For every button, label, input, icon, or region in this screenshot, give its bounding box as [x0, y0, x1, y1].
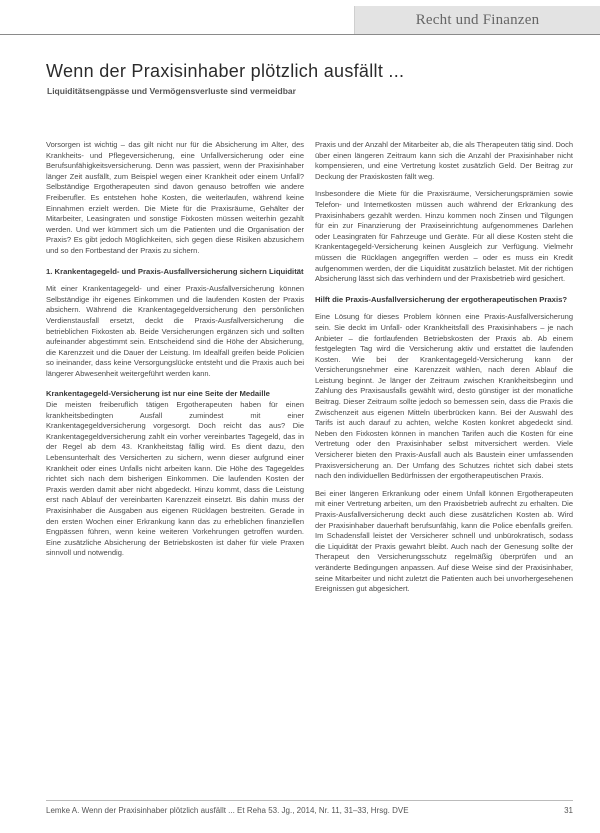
article-subtitle: Liquiditätsengpässe und Vermögensverluste sind vermeidbar: [47, 86, 296, 96]
body-paragraph: Insbesondere die Miete für die Praxisräume, Versicherungsprämien sowie Telefon- und Internetkosten müssen auch während der Erkrankung des Praxisinhabers gezahlt werden. Hinzu kommen noch Zinsen und Tilgungen für ein zur Finanzierung der Praxiseinrichtung aufgenommenes Darlehen oder Leasingraten für Fahrzeuge und Geräte. Für all diese Kosten steht die Krankentagegeld-Versicherung keinen Ausgleich zur Verfügung. Vielmehr müssen die Rücklagen angegriffen werden – oder es muss ein Kredit aufgenommen werden, der die Liquidität zusätzlich belastet. Mit der richtigen Absicherung lässt sich das verhindern und der Praxisbetrieb wird gesichert.: [315, 189, 573, 284]
page-number: 31: [564, 806, 573, 815]
right-column: [315, 140, 573, 595]
spacer: [46, 277, 304, 284]
body-paragraph: Bei einer längeren Erkrankung oder einem Unfall können Ergotherapeuten mit einer Vertretung arbeiten, um den Praxisbetrieb aufrecht zu erhalten. Die Praxis-Ausfallversicherung deckt auch diese zusätzlichen Kosten ab. Wird der Praxisinhaber dauerhaft berufsunfähig, kann die Police ebenfalls greifen. Im Schadensfall leistet der Versicherer schnell und unbürokratisch, sodass die Liquidität der Praxis gewahrt bleibt. Auch nach der Genesung sollte der Therapeut den Versicherungsschutz regelmäßig überprüfen und an veränderte Bedingungen anpassen. Auf diese Weise sind der Praxisinhaber, seine Mitarbeiter und nicht zuletzt die Patienten auch bei unvorhergesehenen Ereignissen gut abgesichert.: [315, 488, 573, 594]
page-header: [0, 0, 600, 34]
section-heading-1: 1. Krankentagegeld- und Praxis-Ausfallversicherung sichern Liquidität: [46, 266, 304, 276]
spacer: [315, 182, 573, 189]
body-paragraph: Die meisten freiberuflich tätigen Ergotherapeuten haben für einen krankheitsbedingten Ausfall zumindest mit einer Krankentagegeldversicherung vorgesorgt. Doch reicht das aus? Die Krankentagegeldversicherung zahlt ein vorher vereinbartes Tagegeld, das in der Regel ab dem 43. Krankheitstag fällig wird. Es dient dazu, den Lebensunterhalt des Versicherten zu sichern, wenn dieser aufgrund einer Krankheit oder eines Unfalls nicht arbeiten kann. Die Höhe des Tagegeldes richtet sich nach dem bisherigen Einkommen. Die laufenden Kosten der Praxis werden damit aber nicht abgedeckt. Hinzu kommt, dass die Leistung erst nach Ablauf der vereinbarten Karenzzeit einsetzt. Bis dahin muss der Praxisinhaber die Ausgaben aus eigenen Rücklagen bestreiten. Gerade in den ersten Wochen einer Erkrankung kann das zu erheblichen finanziellen Engpässen führen, wenn keine weiteren Vorkehrungen getroffen wurden. Eine zusätzliche Absicherung der Betriebskosten ist daher für viele Praxen sinnvoll und notwendig.: [46, 400, 304, 558]
section-heading-2: Krankentagegeld-Versicherung ist nur eine Seite der Medaille: [46, 389, 270, 399]
article-title: Wenn der Praxisinhaber plötzlich ausfällt ...: [46, 61, 405, 81]
body-paragraph: Eine Lösung für dieses Problem können eine Praxis-Ausfallversicherung sein. Sie deckt im Unfall- oder Krankheitsfall des Praxisinhabers – je nach Anbieter – die fortlaufenden Betriebskosten der Praxis ab. Ab einem festgelegten Tag wird die Versicherung aktiv und erstattet die laufenden Kosten. Wie bei der Krankentagegeld-Versicherung kann der Versicherungsnehmer eine Karenzzeit wählen, nach deren Ablauf die Leistung beginnt. Je länger der Zeitraum zwischen Krankheitsbeginn und Zahlung des Praxisausfalls gewählt wird, desto günstiger ist der monatliche Beitrag. Dieser Zeitraum sollte jedoch so bemessen sein, dass die Praxis die Zwischenzeit aus eigenen Mitteln überbrücken kann. Bei der Auswahl des Tarifs ist auch darauf zu achten, welche Kosten konkret abgedeckt sind. Neben den Fixkosten können in manchen Tarifen auch die Kosten für eine Vertretung oder den Praxisinhaber selbst mitversichert werden. Viele Versicherer bieten den Praxis-Ausfall auch als Baustein einer umfassenden Praxisversicherung an. Der Umfang des Schutzes richtet sich dabei stets nach den individuellen Bedürfnissen der ergotherapeutischen Praxis.: [315, 312, 573, 481]
section-heading-3: Hilft die Praxis-Ausfallversicherung der ergotherapeutischen Praxis?: [315, 294, 568, 304]
spacer: [46, 257, 304, 267]
footer-divider: [46, 800, 573, 801]
body-paragraph: Praxis und der Anzahl der Mitarbeiter ab, die als Therapeuten tätig sind. Doch über einen längeren Zeitraum kann sich die Anzahl der Praxisinhaber nicht kompensieren, und eine Vertretung kostet zusätzlich Geld. Der Beitrag zur Deckung der Praxiskosten fällt weg.: [315, 140, 573, 181]
header-divider: [0, 34, 600, 35]
intro-paragraph: Vorsorgen ist wichtig – das gilt nicht nur für die Absicherung im Alter, des Krankheits- und Pflegeversicherung, eine Unfallversicherung oder eine Berufsunfähigkeitsversicherung. Denn was passiert, wenn der Praxisinhaber länger Zeit ausfällt, zum Beispiel wegen einer Krankheit oder einem Unfall? Selbständige Ergotherapeuten sind davon genauso betroffen wie andere Freiberufler. Es entstehen hohe Kosten, die weiterlaufen, während keine Einnahmen erzielt werden. Die Miete für die Praxisräume, Gehälter der Mitarbeiter, Leasingraten und sonstige Fixkosten müssen weiterhin gezahlt werden. Und wer kümmert sich um die Patienten und die Organisation der Praxis? Es gibt jedoch Möglichkeiten, sich gegen diese Risiken abzusichern und so den Fortbestand der Praxis zu sichern.: [46, 140, 304, 255]
left-column: [46, 140, 304, 559]
spacer: [315, 482, 573, 489]
spacer: [46, 379, 304, 389]
citation-text: Lemke A. Wenn der Praxisinhaber plötzlich ausfällt ... Et Reha 53. Jg., 2014, Nr. 11, 31–33, Hrsg. DVE: [46, 806, 409, 815]
spacer: [315, 285, 573, 295]
spacer: [315, 305, 573, 312]
section-label: Recht und Finanzen: [354, 6, 600, 34]
page-footer: [46, 806, 573, 815]
body-paragraph: Mit einer Krankentagegeld- und einer Praxis-Ausfallversicherung können Selbständige ihr eigenes Einkommen und die laufenden Kosten der Praxis absichern. Während die Krankentagegeldversicherung den persönlichen Verdienstausfall ersetzt, deckt die Praxis-Ausfallversicherung die betrieblichen Fixkosten ab. Beide Versicherungen ergänzen sich und sollten aufeinander abgestimmt sein. Entscheidend sind die Höhe der Absicherung, die Karenzzeit und die Dauer der Leistung. Im Idealfall greifen beide Policien so ineinander, dass keine Versorgungslücke entsteht und die Praxis auch bei längerer Abwesenheit weitergeführt werden kann.: [46, 284, 304, 378]
